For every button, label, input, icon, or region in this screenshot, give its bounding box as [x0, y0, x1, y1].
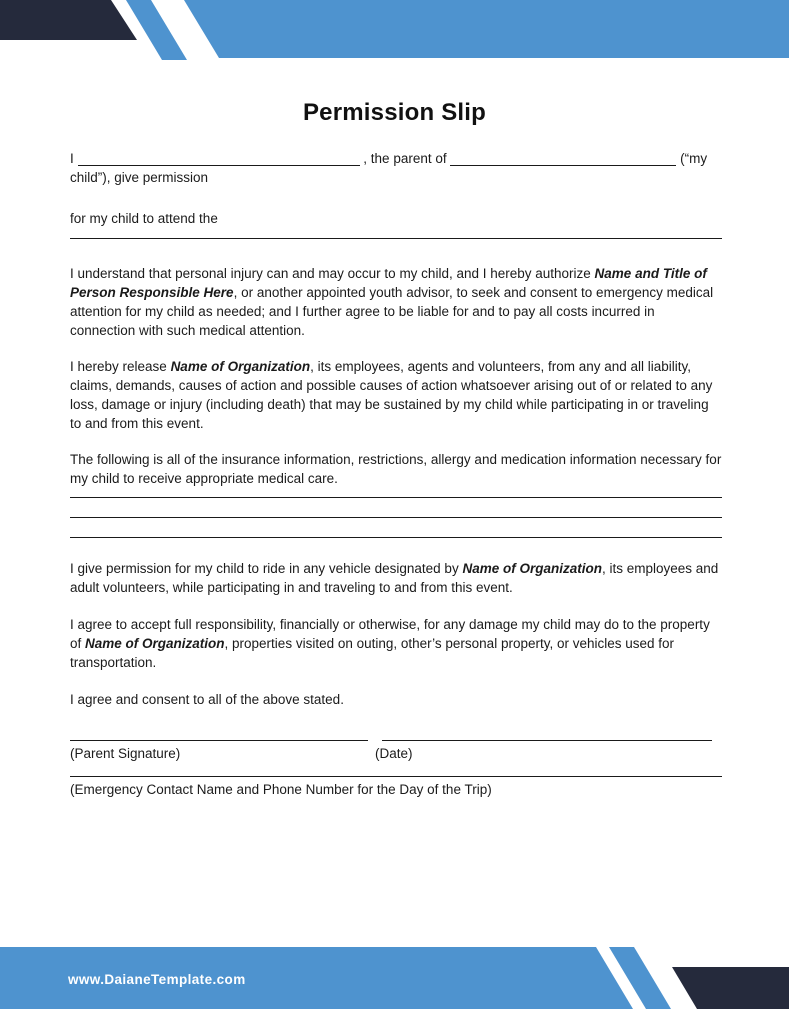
vehicle-paragraph: [70, 559, 722, 597]
signature-row: [70, 740, 722, 763]
responsible-person-placeholder: Name and Title of Person Responsible Here: [70, 266, 707, 300]
event-name-blank-line: [70, 238, 722, 239]
release-post-text: , its employees, agents and volunteers, from any and all liability, claims, demands, causes of action and possible causes of action whatsoever arising out of or related to any loss, damage or injury (including death) that may be sustained by my child while participating in or traveling to and from this event.: [70, 359, 713, 431]
intro-lead-text: I: [70, 151, 74, 166]
responsibility-post-text: , properties visited on outing, other’s personal property, or vehicles used for transportation.: [70, 636, 675, 670]
emergency-contact-label: (Emergency Contact Name and Phone Number for the Day of the Trip): [70, 782, 492, 797]
organization-name-placeholder-3: Name of Organization: [85, 636, 225, 651]
intro-tail-text-2: child”), give permission: [70, 170, 209, 185]
release-pre-text: I hereby release: [70, 359, 171, 374]
page-title: Permission Slip: [302, 99, 487, 126]
vehicle-pre-text: I give permission for my child to ride in any vehicle designated by: [70, 561, 463, 576]
authorize-post-text: , or another appointed youth advisor, to seek and consent to emergency medical attention for my child as needed; and I further agree to be liable for and to pay all costs incurred in connection with such medical attention.: [70, 285, 714, 338]
consent-paragraph: I agree and consent to all of the above stated.: [70, 692, 344, 707]
attend-line-text: for my child to attend the: [70, 211, 218, 226]
emergency-contact-field: [70, 776, 722, 799]
intro-mid-text: , the parent of: [363, 151, 447, 166]
header-blue-stripe: [126, 0, 187, 60]
date-label: (Date): [375, 746, 413, 761]
organization-name-placeholder-2: Name of Organization: [462, 561, 602, 576]
header-blue-band: [184, 0, 789, 58]
parent-signature-field: [70, 740, 368, 763]
authorize-pre-text: I understand that personal injury can and may occur to my child, and I hereby authorize: [70, 266, 595, 281]
header-decoration: [0, 0, 789, 62]
intro-paragraph: [70, 149, 722, 187]
insurance-info-line-1: [70, 497, 722, 498]
organization-name-placeholder: Name of Organization: [170, 359, 311, 374]
parent-signature-label: (Parent Signature): [70, 746, 181, 761]
release-paragraph: [70, 357, 722, 433]
parent-name-blank: [78, 151, 360, 166]
header-dark-shape: [0, 0, 137, 40]
document-body: [70, 149, 722, 799]
intro-tail-text-1: (“my: [680, 151, 708, 166]
footer-url: www.DaianeTemplate.com: [68, 972, 246, 987]
footer-dark-shape: [672, 967, 789, 1009]
date-field: [375, 740, 712, 763]
authorize-paragraph: [70, 264, 722, 340]
responsibility-paragraph: [70, 615, 722, 672]
responsibility-pre-text: I agree to accept full responsibility, financially or otherwise, for any damage my child may do to the property of: [70, 617, 710, 651]
child-name-blank: [450, 151, 676, 166]
vehicle-post-text: , its employees and adult volunteers, while participating in and traveling to and from this event.: [70, 561, 719, 595]
insurance-info-line-2: [70, 517, 722, 518]
insurance-info-line-3: [70, 537, 722, 538]
insurance-paragraph: The following is all of the insurance information, restrictions, allergy and medication information necessary for my child to receive appropriate medical care.: [70, 452, 722, 486]
